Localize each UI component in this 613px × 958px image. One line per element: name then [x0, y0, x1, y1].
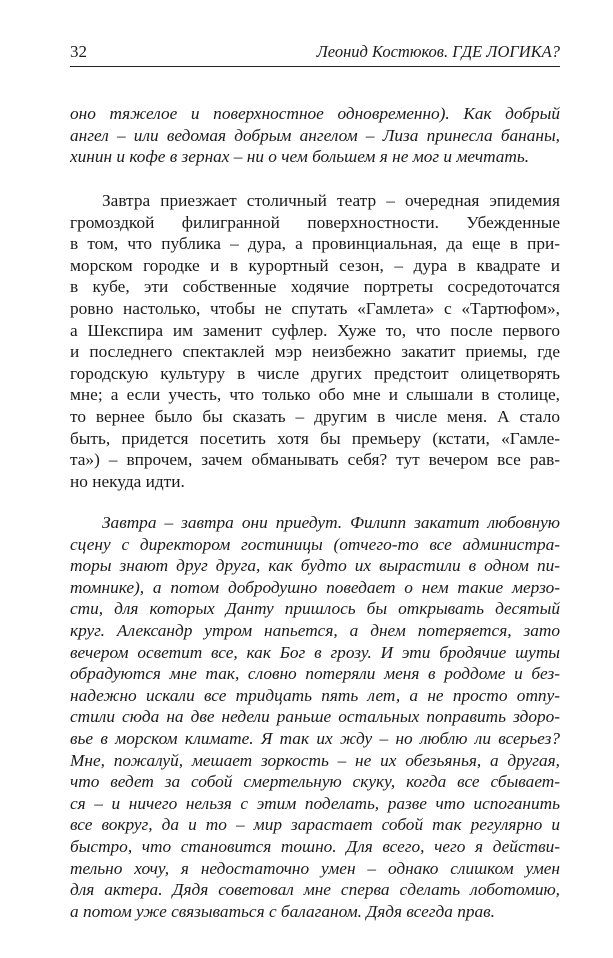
- text-line: сти, для которых Данту пришлось бы открывать десятый: [70, 599, 560, 619]
- text-line: морском городке и в курортный сезон, – дура в квадрате и: [70, 255, 560, 275]
- text-line: та») – впрочем, зачем обманывать себя? тут вечером все рав-: [70, 450, 560, 470]
- text-line: городскую культуру в числе других предстоит олицетворять: [70, 363, 560, 383]
- running-title: Леонид Костюков. ГДЕ ЛОГИКА?: [316, 42, 560, 61]
- text-line: то вернее было бы сказать – другим в числе меня. А стало: [70, 406, 560, 426]
- book-page: [70, 40, 560, 921]
- text-line: в кубе, эти собственные ходячие портреты сосредоточатся: [70, 277, 560, 297]
- text-line: а Шекспира им заменит суфлер. Хуже то, что после первого: [70, 320, 560, 340]
- text-line: громоздкой филигранной поверхностности. Убежденные: [70, 212, 560, 232]
- text-line: и последнего спектаклей мэр неизбежно закатит приемы, где: [70, 342, 560, 362]
- text-line: оно тяжелое и поверхностное одновременно). Как добрый: [70, 104, 560, 123]
- text-line: Мне, пожалуй, мешает зоркость – не их обезьянья, а другая,: [70, 750, 560, 770]
- text-line: а потом уже связываться с балаганом. Дядя всегда прав.: [70, 901, 495, 921]
- paragraph-1: [70, 103, 560, 168]
- text-line: ся – и ничего нельзя с этим поделать, разве что испоганить: [70, 793, 560, 813]
- paragraph-3: [70, 512, 560, 922]
- text-line: Завтра – завтра они приедут. Филипп закатит любовную: [102, 513, 560, 532]
- text-line: ангел – или ведомая добрым ангелом – Лиза принесла бананы,: [70, 125, 560, 145]
- text-line: быстро, что становится тошно. Для всего, чего я действи-: [70, 836, 560, 856]
- text-line: быть, придется посетить хотя бы премьеру (кстати, «Гамле-: [70, 428, 560, 448]
- text-line: мне; а если учесть, что только обо мне и слышали в столице,: [70, 385, 560, 405]
- running-header: [70, 40, 560, 67]
- text-line: все вокруг, да и то – мир зарастает собой так регулярно и: [70, 815, 560, 835]
- text-line: круг. Александр утром напьется, а днем потеряется, зато: [70, 620, 560, 640]
- text-line: но некуда идти.: [70, 471, 185, 491]
- text-line: вье в морском климате. Я так их жду – но люблю ли всерьез?: [70, 728, 560, 748]
- text-line: что ведет за собой смертельную скуку, когда все сбывает-: [70, 772, 560, 792]
- text-line: для актера. Дядя советовал мне сперва сделать лоботомию,: [70, 880, 560, 900]
- text-line: стили сюда на две недели раньше остальных поправить здоро-: [70, 707, 560, 727]
- text-line: Завтра приезжает столичный театр – очередная эпидемия: [102, 191, 560, 210]
- text-line: торы знают друг друга, как будто их вырастили в одном пи-: [70, 556, 560, 576]
- page-number: 32: [70, 42, 87, 61]
- text-line: тельно хочу, я недостаточно умен – однако слишком умен: [70, 858, 560, 878]
- text-line: сцену с директором гостиницы (отчего-то все администра-: [70, 534, 560, 554]
- paragraph-2: [70, 190, 560, 492]
- text-line: вечером осветит все, как Бог в грозу. И эти бродячие шуты: [70, 642, 560, 662]
- text-line: ровно настолько, чтобы не спутать «Гамлета» с «Тартюфом»,: [70, 298, 560, 318]
- text-line: в том, что публика – дура, а провинциальная, да еще в при-: [70, 234, 560, 254]
- text-line: хинин и кофе в зернах – ни о чем большем я не мог и мечтать.: [70, 147, 530, 167]
- text-line: обрадуются мне так, словно потеряли меня в роддоме и без-: [70, 664, 560, 684]
- text-line: томнике), а потом добродушно поведает о нем такие мерзо-: [70, 577, 560, 597]
- text-line: надежно искали все тридцать пять лет, а не просто отпу-: [70, 685, 560, 705]
